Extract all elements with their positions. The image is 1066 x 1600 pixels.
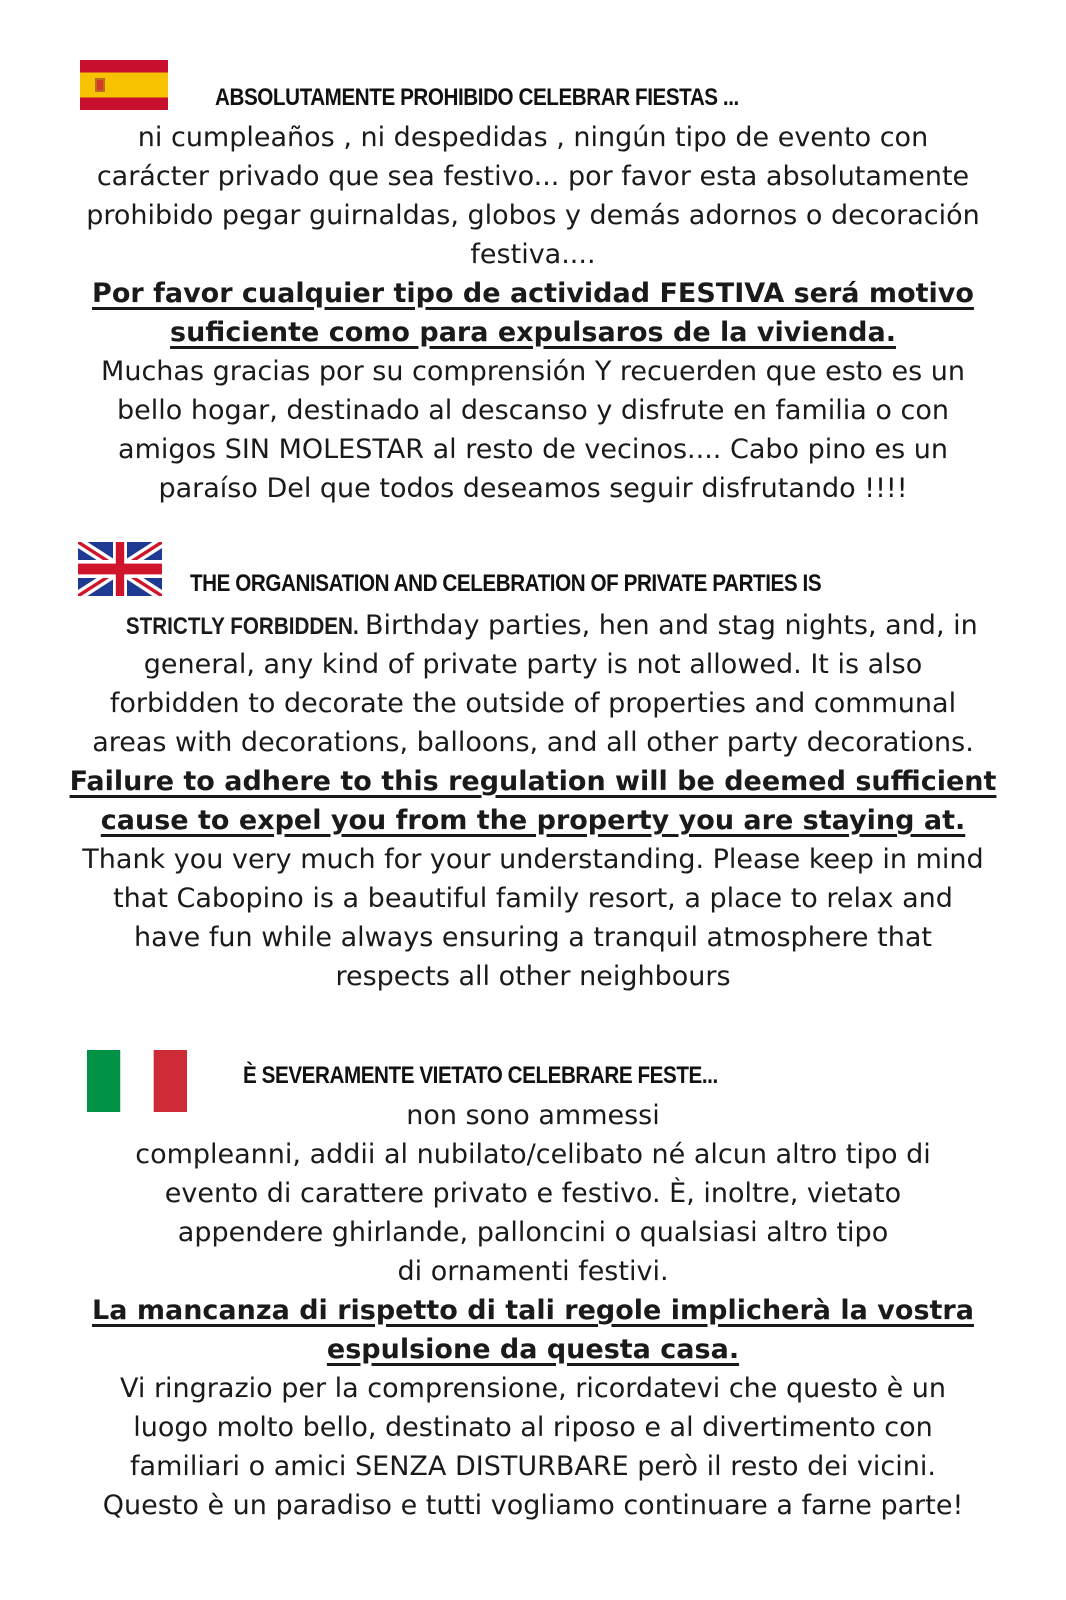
italian-closing-line: familiari o amici SENZA DISTURBARE però il resto dei vicini. bbox=[130, 1451, 936, 1482]
italian-closing-line: luogo molto bello, destinato al riposo e al divertimento con bbox=[133, 1412, 933, 1443]
english-closing-line: have fun while always ensuring a tranquil atmosphere that bbox=[134, 922, 932, 953]
spanish-heading: ABSOLUTAMENTE PROHIBIDO CELEBRAR FIESTAS ... bbox=[215, 84, 739, 111]
english-closing-line: that Cabopino is a beautiful family resort, a place to relax and bbox=[113, 883, 953, 914]
english-closing-line: respects all other neighbours bbox=[335, 961, 731, 992]
english-body-line: forbidden to decorate the outside of properties and communal bbox=[109, 688, 957, 719]
english-heading-continuation: STRICTLY FORBIDDEN. bbox=[126, 613, 359, 640]
english-warning-line: Failure to adhere to this regulation will be deemed sufficient bbox=[69, 766, 997, 797]
spanish-closing-line: amigos SIN MOLESTAR al resto de vecinos.... Cabo pino es un bbox=[118, 434, 948, 465]
english-warning-line: cause to expel you from the property you are staying at. bbox=[100, 805, 966, 836]
spanish-warning-line: Por favor cualquier tipo de actividad FESTIVA será motivo bbox=[92, 278, 974, 309]
italian-closing-line: Questo è un paradiso e tutti vogliamo continuare a farne parte! bbox=[102, 1490, 964, 1521]
english-body-line: general, any kind of private party is not allowed. It is also bbox=[143, 649, 923, 680]
english-closing-line: Thank you very much for your understanding. Please keep in mind bbox=[82, 844, 984, 875]
spanish-body-line: carácter privado que sea festivo... por favor esta absolutamente bbox=[96, 161, 970, 192]
italian-heading: È SEVERAMENTE VIETATO CELEBRARE FESTE... bbox=[243, 1062, 718, 1089]
english-body-line: areas with decorations, balloons, and all other party decorations. bbox=[92, 727, 974, 758]
italian-body-line: di ornamenti festivi. bbox=[397, 1256, 669, 1287]
spanish-body-line: prohibido pegar guirnaldas, globos y demás adornos o decoración bbox=[86, 200, 980, 231]
spanish-closing-line: paraíso Del que todos deseamos seguir disfrutando !!!! bbox=[158, 473, 908, 504]
spanish-body-line: festiva.... bbox=[470, 239, 596, 270]
english-heading: THE ORGANISATION AND CELEBRATION OF PRIVATE PARTIES IS bbox=[190, 570, 822, 597]
italian-body-line: non sono ammessi bbox=[406, 1100, 660, 1131]
spanish-closing-line: Muchas gracias por su comprensión Y recuerden que esto es un bbox=[101, 356, 965, 387]
italian-closing-line: Vi ringrazio per la comprensione, ricordatevi che questo è un bbox=[119, 1373, 947, 1404]
spanish-warning-line: suficiente como para expulsaros de la vivienda. bbox=[170, 317, 896, 348]
spanish-body-line: ni cumpleaños , ni despedidas , ningún tipo de evento con bbox=[137, 122, 929, 153]
english-body-line: Birthday parties, hen and stag nights, and, in bbox=[364, 610, 978, 641]
italian-warning-line: espulsione da questa casa. bbox=[326, 1334, 740, 1365]
italian-body-line: appendere ghirlande, palloncini o qualsiasi altro tipo bbox=[177, 1217, 889, 1248]
italian-body-line: evento di carattere privato e festivo. È, inoltre, vietato bbox=[164, 1178, 902, 1209]
italian-body-line: compleanni, addii al nubilato/celibato né alcun altro tipo di bbox=[135, 1139, 931, 1170]
italian-warning-line: La mancanza di rispetto di tali regole implicherà la vostra bbox=[92, 1295, 974, 1326]
spanish-closing-line: bello hogar, destinado al descanso y disfrute en familia o con bbox=[117, 395, 949, 426]
